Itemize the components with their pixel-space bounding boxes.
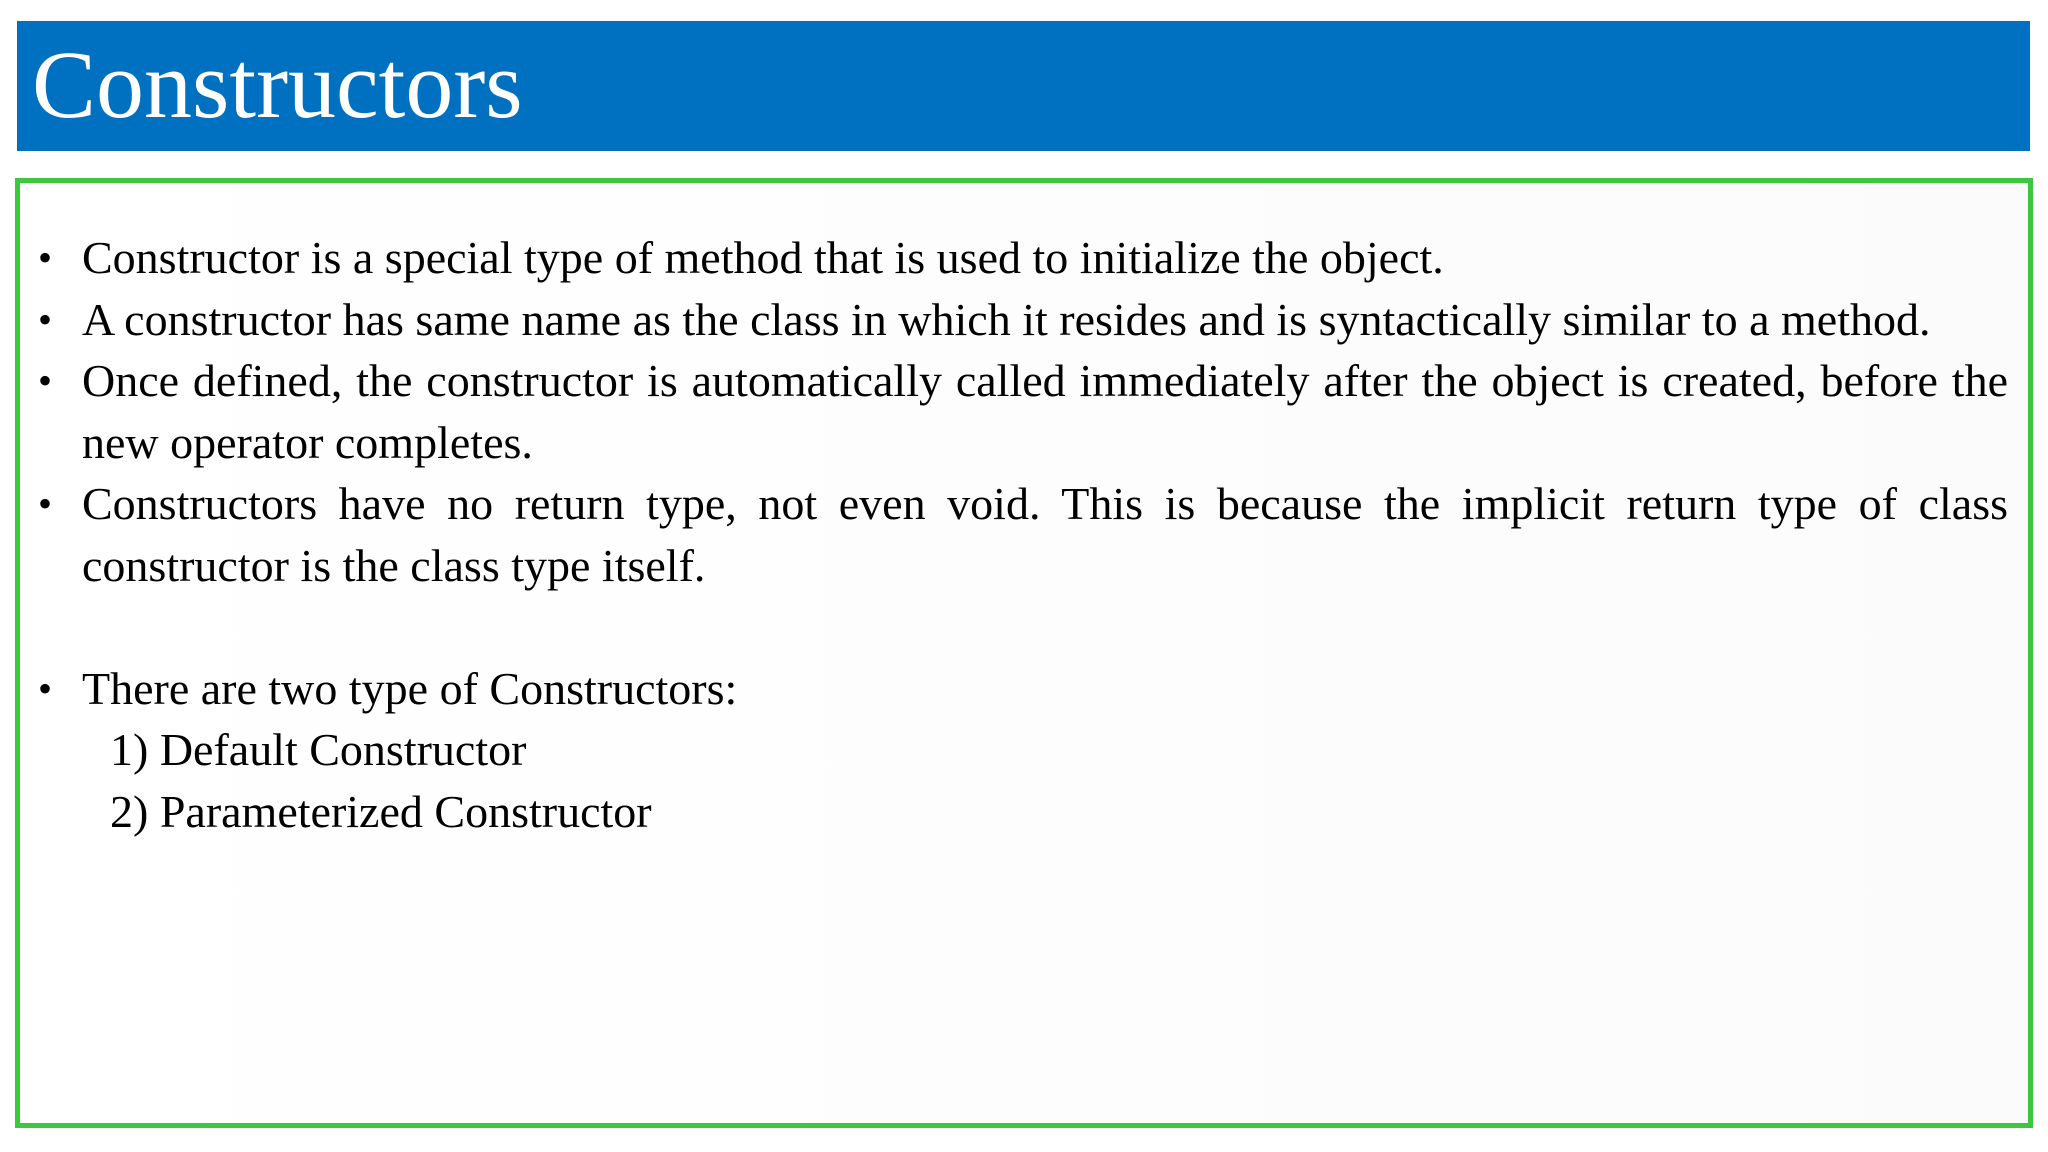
bullet-dot-icon: •: [38, 358, 53, 403]
title-bar: [17, 21, 2030, 151]
bullet-text: Once defined, the constructor is automatically called immediately after the object is created, before the new operator completes.: [82, 355, 2008, 468]
bullet-dot-icon: •: [38, 235, 53, 280]
bullet-text: A constructor has same name as the class in which it resides and is syntactically similar to a method.: [82, 293, 1931, 345]
bullet-text: Constructor is a special type of method that is used to initialize the object.: [82, 232, 1444, 283]
bullet-dot-icon: •: [38, 481, 53, 526]
constructor-type-item: 2) Parameterized Constructor: [110, 785, 652, 837]
bullet-list: [20, 227, 2028, 842]
bullet-item: [20, 473, 2028, 596]
constructor-type-list: [82, 719, 2008, 842]
slide-title: Constructors: [32, 31, 523, 138]
constructor-type-item: 1) Default Constructor: [110, 724, 527, 775]
content-box: [15, 178, 2033, 1128]
bullet-dot-icon: •: [38, 665, 53, 711]
bullet-item: [20, 658, 2028, 843]
bullet-dot-icon: •: [38, 296, 53, 342]
bullet-item: [20, 227, 2028, 289]
bullet-text: Constructors have no return type, not even void. This is because the implicit return type of class constructor is the class type itself.: [82, 478, 2008, 591]
bullet-item: [20, 350, 2028, 473]
bullet-text: There are two type of Constructors:: [82, 662, 738, 714]
bullet-item: [20, 289, 2028, 351]
